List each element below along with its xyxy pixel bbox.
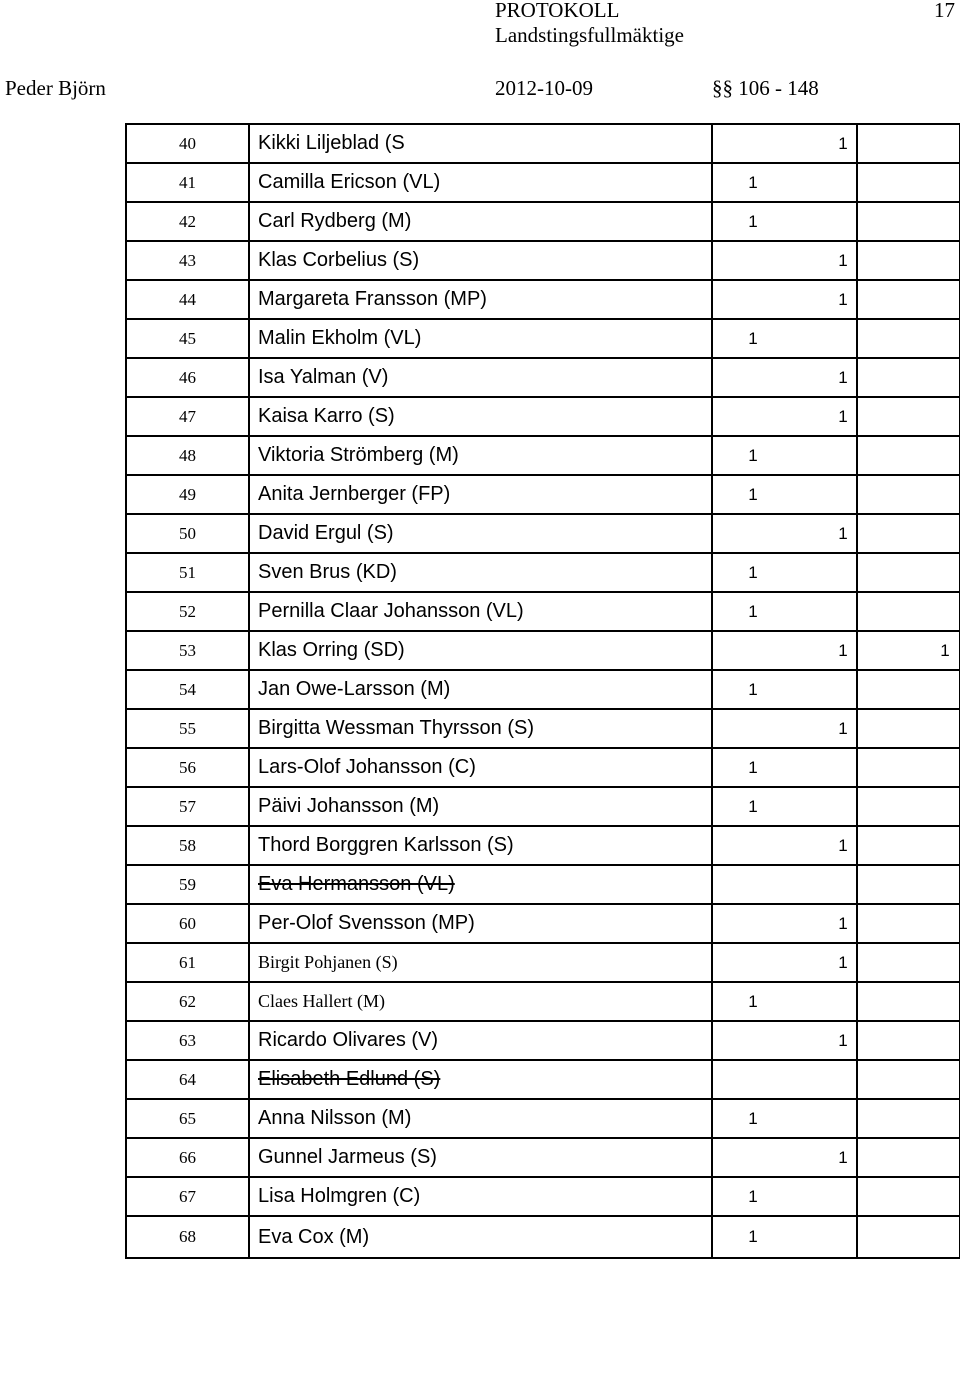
vote-mark: 1 bbox=[748, 211, 758, 231]
row-number: 59 bbox=[126, 865, 249, 904]
vote-cell-last bbox=[857, 670, 960, 709]
table-row bbox=[126, 1099, 960, 1138]
vote-table-body bbox=[126, 124, 960, 1258]
vote-cell bbox=[712, 748, 857, 787]
table-row bbox=[126, 358, 960, 397]
table-row bbox=[126, 124, 960, 163]
table-row bbox=[126, 592, 960, 631]
member-name: Pernilla Claar Johansson (VL) bbox=[249, 592, 712, 631]
member-name: Carl Rydberg (M) bbox=[249, 202, 712, 241]
vote-mark: 1 bbox=[838, 133, 848, 153]
vote-cell bbox=[712, 865, 857, 904]
vote-cell bbox=[712, 358, 857, 397]
member-name: Birgitta Wessman Thyrsson (S) bbox=[249, 709, 712, 748]
table-row bbox=[126, 319, 960, 358]
vote-cell-last bbox=[857, 475, 960, 514]
member-name: Sven Brus (KD) bbox=[249, 553, 712, 592]
table-row bbox=[126, 1216, 960, 1258]
row-number: 54 bbox=[126, 670, 249, 709]
vote-mark: 1 bbox=[748, 328, 758, 348]
vote-cell bbox=[712, 1099, 857, 1138]
vote-cell bbox=[712, 436, 857, 475]
vote-mark: 1 bbox=[838, 1147, 848, 1167]
vote-cell-last bbox=[857, 124, 960, 163]
vote-cell bbox=[712, 592, 857, 631]
member-name: Anita Jernberger (FP) bbox=[249, 475, 712, 514]
member-name: Claes Hallert (M) bbox=[249, 982, 712, 1021]
table-row bbox=[126, 1021, 960, 1060]
vote-mark: 1 bbox=[838, 952, 848, 972]
vote-cell-last bbox=[857, 280, 960, 319]
vote-cell-last bbox=[857, 1021, 960, 1060]
vote-cell-last bbox=[857, 787, 960, 826]
vote-mark: 1 bbox=[748, 991, 758, 1011]
vote-mark: 1 bbox=[838, 1030, 848, 1050]
row-number: 50 bbox=[126, 514, 249, 553]
table-row bbox=[126, 709, 960, 748]
row-number: 47 bbox=[126, 397, 249, 436]
vote-mark: 1 bbox=[838, 289, 848, 309]
vote-cell bbox=[712, 475, 857, 514]
row-number: 40 bbox=[126, 124, 249, 163]
vote-mark: 1 bbox=[748, 1186, 758, 1206]
member-name: Jan Owe-Larsson (M) bbox=[249, 670, 712, 709]
member-name: Eva Hermansson (VL) bbox=[249, 865, 712, 904]
table-row bbox=[126, 1138, 960, 1177]
vote-cell-last bbox=[857, 631, 960, 670]
vote-table bbox=[125, 123, 960, 1259]
table-row bbox=[126, 982, 960, 1021]
vote-cell bbox=[712, 826, 857, 865]
vote-cell-last bbox=[857, 202, 960, 241]
vote-mark: 1 bbox=[838, 367, 848, 387]
vote-cell bbox=[712, 241, 857, 280]
document-subtitle: Landstingsfullmäktige bbox=[495, 23, 684, 47]
vote-cell-last bbox=[857, 904, 960, 943]
vote-mark: 1 bbox=[940, 640, 950, 660]
vote-mark: 1 bbox=[838, 835, 848, 855]
member-name: Margareta Fransson (MP) bbox=[249, 280, 712, 319]
table-row bbox=[126, 397, 960, 436]
vote-mark: 1 bbox=[838, 250, 848, 270]
table-row bbox=[126, 202, 960, 241]
member-name: Thord Borggren Karlsson (S) bbox=[249, 826, 712, 865]
vote-cell-last bbox=[857, 1177, 960, 1216]
vote-cell-last bbox=[857, 358, 960, 397]
row-number: 53 bbox=[126, 631, 249, 670]
page-number: 17 bbox=[934, 0, 955, 22]
row-number: 66 bbox=[126, 1138, 249, 1177]
vote-cell-last bbox=[857, 943, 960, 982]
vote-cell bbox=[712, 982, 857, 1021]
vote-mark: 1 bbox=[748, 445, 758, 465]
vote-cell bbox=[712, 1138, 857, 1177]
member-name: Klas Orring (SD) bbox=[249, 631, 712, 670]
vote-cell bbox=[712, 1216, 857, 1258]
table-row bbox=[126, 787, 960, 826]
vote-cell-last bbox=[857, 1138, 960, 1177]
row-number: 64 bbox=[126, 1060, 249, 1099]
row-number: 46 bbox=[126, 358, 249, 397]
vote-mark: 1 bbox=[838, 406, 848, 426]
meeting-date: 2012-10-09 bbox=[495, 76, 593, 100]
vote-cell bbox=[712, 514, 857, 553]
vote-cell-last bbox=[857, 1216, 960, 1258]
table-row bbox=[126, 280, 960, 319]
row-number: 58 bbox=[126, 826, 249, 865]
vote-mark: 1 bbox=[748, 679, 758, 699]
vote-cell-last bbox=[857, 397, 960, 436]
member-name: Isa Yalman (V) bbox=[249, 358, 712, 397]
vote-cell bbox=[712, 163, 857, 202]
vote-cell-last bbox=[857, 865, 960, 904]
vote-mark: 1 bbox=[838, 640, 848, 660]
row-number: 55 bbox=[126, 709, 249, 748]
member-name: Kikki Liljeblad (S bbox=[249, 124, 712, 163]
row-number: 42 bbox=[126, 202, 249, 241]
row-number: 56 bbox=[126, 748, 249, 787]
vote-cell bbox=[712, 787, 857, 826]
row-number: 52 bbox=[126, 592, 249, 631]
vote-cell bbox=[712, 280, 857, 319]
table-row bbox=[126, 904, 960, 943]
vote-mark: 1 bbox=[748, 562, 758, 582]
vote-cell bbox=[712, 904, 857, 943]
member-name: Gunnel Jarmeus (S) bbox=[249, 1138, 712, 1177]
vote-mark: 1 bbox=[748, 1108, 758, 1128]
member-name: Elisabeth Edlund (S) bbox=[249, 1060, 712, 1099]
vote-mark: 1 bbox=[748, 1227, 758, 1246]
vote-cell bbox=[712, 670, 857, 709]
member-name: Klas Corbelius (S) bbox=[249, 241, 712, 280]
vote-cell-last bbox=[857, 553, 960, 592]
table-row bbox=[126, 241, 960, 280]
vote-mark: 1 bbox=[838, 913, 848, 933]
row-number: 41 bbox=[126, 163, 249, 202]
member-name: Viktoria Strömberg (M) bbox=[249, 436, 712, 475]
vote-cell bbox=[712, 631, 857, 670]
table-row bbox=[126, 1177, 960, 1216]
member-name: Malin Ekholm (VL) bbox=[249, 319, 712, 358]
vote-cell-last bbox=[857, 241, 960, 280]
vote-cell bbox=[712, 1060, 857, 1099]
vote-mark: 1 bbox=[838, 718, 848, 738]
table-row bbox=[126, 514, 960, 553]
table-row bbox=[126, 163, 960, 202]
vote-cell-last bbox=[857, 748, 960, 787]
table-row bbox=[126, 670, 960, 709]
vote-mark: 1 bbox=[748, 484, 758, 504]
vote-cell bbox=[712, 709, 857, 748]
vote-cell-last bbox=[857, 319, 960, 358]
vote-cell bbox=[712, 1177, 857, 1216]
member-name: Lisa Holmgren (C) bbox=[249, 1177, 712, 1216]
vote-cell bbox=[712, 553, 857, 592]
member-name: David Ergul (S) bbox=[249, 514, 712, 553]
table-row bbox=[126, 748, 960, 787]
member-name: Eva Cox (M) bbox=[249, 1216, 712, 1258]
vote-mark: 1 bbox=[748, 796, 758, 816]
row-number: 57 bbox=[126, 787, 249, 826]
vote-cell-last bbox=[857, 982, 960, 1021]
vote-cell-last bbox=[857, 826, 960, 865]
vote-cell-last bbox=[857, 163, 960, 202]
author-name: Peder Björn bbox=[5, 76, 106, 100]
vote-cell-last bbox=[857, 436, 960, 475]
member-name: Kaisa Karro (S) bbox=[249, 397, 712, 436]
row-number: 67 bbox=[126, 1177, 249, 1216]
row-number: 49 bbox=[126, 475, 249, 514]
vote-cell bbox=[712, 943, 857, 982]
table-row bbox=[126, 1060, 960, 1099]
row-number: 63 bbox=[126, 1021, 249, 1060]
vote-cell bbox=[712, 124, 857, 163]
row-number: 61 bbox=[126, 943, 249, 982]
row-number: 43 bbox=[126, 241, 249, 280]
document-title: PROTOKOLL bbox=[495, 0, 620, 22]
member-name: Ricardo Olivares (V) bbox=[249, 1021, 712, 1060]
vote-cell-last bbox=[857, 514, 960, 553]
table-row bbox=[126, 943, 960, 982]
row-number: 60 bbox=[126, 904, 249, 943]
member-name: Camilla Ericson (VL) bbox=[249, 163, 712, 202]
table-row bbox=[126, 826, 960, 865]
vote-cell-last bbox=[857, 592, 960, 631]
vote-mark: 1 bbox=[838, 523, 848, 543]
member-name: Lars-Olof Johansson (C) bbox=[249, 748, 712, 787]
member-name: Anna Nilsson (M) bbox=[249, 1099, 712, 1138]
row-number: 45 bbox=[126, 319, 249, 358]
row-number: 65 bbox=[126, 1099, 249, 1138]
table-row bbox=[126, 475, 960, 514]
vote-mark: 1 bbox=[748, 601, 758, 621]
member-name: Birgit Pohjanen (S) bbox=[249, 943, 712, 982]
row-number: 62 bbox=[126, 982, 249, 1021]
vote-cell bbox=[712, 1021, 857, 1060]
row-number: 48 bbox=[126, 436, 249, 475]
vote-mark: 1 bbox=[748, 757, 758, 777]
member-name: Per-Olof Svensson (MP) bbox=[249, 904, 712, 943]
vote-cell-last bbox=[857, 709, 960, 748]
row-number: 44 bbox=[126, 280, 249, 319]
table-row bbox=[126, 553, 960, 592]
table-row bbox=[126, 865, 960, 904]
vote-cell-last bbox=[857, 1060, 960, 1099]
table-row bbox=[126, 436, 960, 475]
vote-cell bbox=[712, 397, 857, 436]
vote-cell bbox=[712, 202, 857, 241]
vote-mark: 1 bbox=[748, 172, 758, 192]
section-reference: §§ 106 - 148 bbox=[712, 76, 819, 100]
vote-cell bbox=[712, 319, 857, 358]
member-name: Päivi Johansson (M) bbox=[249, 787, 712, 826]
row-number: 68 bbox=[126, 1216, 249, 1258]
vote-cell-last bbox=[857, 1099, 960, 1138]
table-row bbox=[126, 631, 960, 670]
row-number: 51 bbox=[126, 553, 249, 592]
